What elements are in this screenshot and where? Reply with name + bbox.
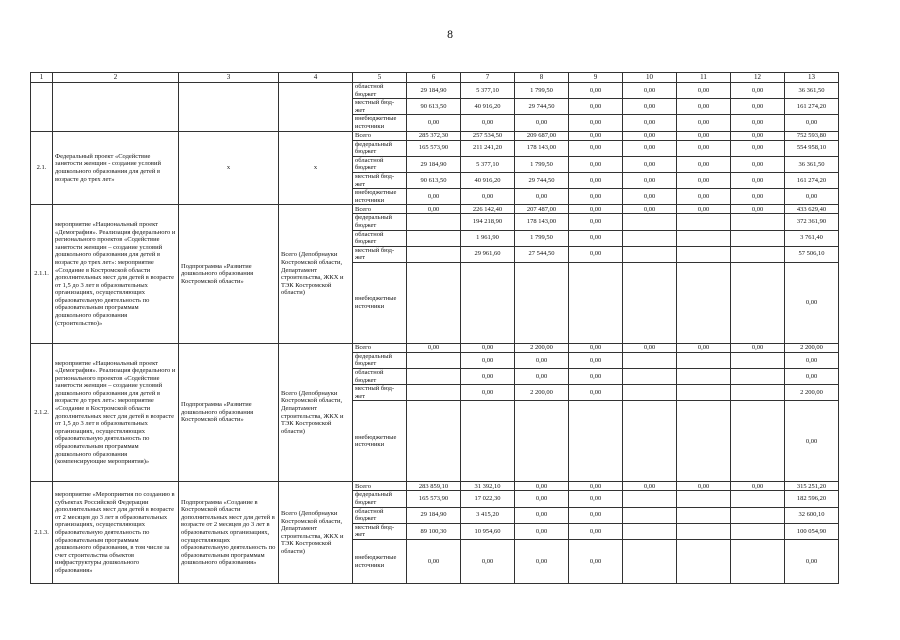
subprogram: х bbox=[179, 131, 279, 205]
table-row bbox=[31, 83, 839, 99]
amount-cell: 1 961,90 bbox=[461, 230, 515, 246]
amount-cell: 36 361,50 bbox=[785, 83, 839, 99]
amount-cell: 90 613,50 bbox=[407, 172, 461, 188]
amount-cell: 2 200,00 bbox=[515, 343, 569, 352]
empty-cell bbox=[31, 83, 53, 132]
funding-source: внебюджетные источники bbox=[353, 401, 407, 482]
funding-source: областной бюджет bbox=[353, 83, 407, 99]
subprogram: Подпрограмма «Развитие дошкольного образования Костромской области» bbox=[179, 205, 279, 344]
amount-cell: 89 100,30 bbox=[407, 523, 461, 539]
amount-cell bbox=[731, 491, 785, 507]
amount-cell bbox=[677, 230, 731, 246]
amount-cell: 0,00 bbox=[569, 352, 623, 368]
amount-cell: 0,00 bbox=[569, 99, 623, 115]
amount-cell: 0,00 bbox=[407, 343, 461, 352]
table-body bbox=[31, 73, 839, 584]
amount-cell bbox=[731, 507, 785, 523]
amount-cell: 0,00 bbox=[461, 540, 515, 584]
amount-cell bbox=[731, 540, 785, 584]
column-header: 2 bbox=[53, 73, 179, 83]
amount-cell bbox=[407, 352, 461, 368]
amount-cell: 0,00 bbox=[515, 482, 569, 491]
amount-cell: 752 593,80 bbox=[785, 131, 839, 140]
funding-source: внебюджетные источники bbox=[353, 540, 407, 584]
funding-source: Всего bbox=[353, 343, 407, 352]
amount-cell bbox=[731, 385, 785, 401]
amount-cell: 0,00 bbox=[731, 156, 785, 172]
amount-cell bbox=[623, 523, 677, 539]
amount-cell: 165 573,90 bbox=[407, 491, 461, 507]
amount-cell bbox=[677, 246, 731, 262]
item-name: мероприятие «Национальный проект «Демография». Реализация федерального и регионального проектов «Содействие занятости женщин – создание условий дошкольного образования для детей в возрасте до трех лет»: мероприятие «Создание в Костромской области дополнительных мест для детей в возрасте от 1,5 до 3 лет в образовательных организациях, осуществляющих образовательную деятельность по образовательным программам дошкольного образования (компенсирующие мероприятия)» bbox=[53, 343, 179, 482]
amount-cell: 0,00 bbox=[623, 156, 677, 172]
amount-cell: 0,00 bbox=[677, 189, 731, 205]
amount-cell: 0,00 bbox=[461, 385, 515, 401]
amount-cell: 29 744,50 bbox=[515, 99, 569, 115]
funding-source: Всего bbox=[353, 482, 407, 491]
amount-cell: 0,00 bbox=[569, 491, 623, 507]
column-header: 4 bbox=[279, 73, 353, 83]
amount-cell: 1 799,50 bbox=[515, 156, 569, 172]
funding-source: областной бюджет bbox=[353, 230, 407, 246]
amount-cell: 0,00 bbox=[677, 83, 731, 99]
amount-cell bbox=[515, 401, 569, 482]
amount-cell: 178 143,00 bbox=[515, 140, 569, 156]
funding-source: Всего bbox=[353, 205, 407, 214]
amount-cell: 0,00 bbox=[677, 205, 731, 214]
amount-cell bbox=[407, 401, 461, 482]
amount-cell: 0,00 bbox=[731, 83, 785, 99]
amount-cell: 29 744,50 bbox=[515, 172, 569, 188]
amount-cell: 0,00 bbox=[623, 99, 677, 115]
amount-cell bbox=[677, 507, 731, 523]
amount-cell bbox=[407, 262, 461, 343]
amount-cell bbox=[407, 230, 461, 246]
funding-source: внебюджетные источники bbox=[353, 262, 407, 343]
column-header: 5 bbox=[353, 73, 407, 83]
amount-cell: 0,00 bbox=[461, 369, 515, 385]
amount-cell: 0,00 bbox=[515, 369, 569, 385]
amount-cell bbox=[623, 262, 677, 343]
table-row bbox=[31, 205, 839, 214]
amount-cell bbox=[731, 214, 785, 230]
amount-cell: 0,00 bbox=[731, 205, 785, 214]
amount-cell: 0,00 bbox=[569, 246, 623, 262]
amount-cell: 0,00 bbox=[677, 172, 731, 188]
empty-cell bbox=[279, 83, 353, 132]
amount-cell: 0,00 bbox=[515, 523, 569, 539]
amount-cell: 0,00 bbox=[569, 131, 623, 140]
funding-source: Всего bbox=[353, 131, 407, 140]
amount-cell: 0,00 bbox=[569, 343, 623, 352]
amount-cell: 0,00 bbox=[569, 189, 623, 205]
column-header: 13 bbox=[785, 73, 839, 83]
amount-cell: 100 054,90 bbox=[785, 523, 839, 539]
amount-cell: 40 916,20 bbox=[461, 99, 515, 115]
amount-cell: 29 961,60 bbox=[461, 246, 515, 262]
amount-cell: 315 251,20 bbox=[785, 482, 839, 491]
amount-cell: 0,00 bbox=[731, 115, 785, 131]
amount-cell: 36 361,50 bbox=[785, 156, 839, 172]
amount-cell bbox=[677, 369, 731, 385]
amount-cell: 165 573,90 bbox=[407, 140, 461, 156]
subprogram: Подпрограмма «Развитие дошкольного образования Костромской области» bbox=[179, 343, 279, 482]
amount-cell: 0,00 bbox=[623, 205, 677, 214]
amount-cell: 0,00 bbox=[569, 140, 623, 156]
amount-cell bbox=[677, 401, 731, 482]
amount-cell: 3 415,20 bbox=[461, 507, 515, 523]
row-number: 2.1. bbox=[31, 131, 53, 205]
amount-cell: 0,00 bbox=[623, 140, 677, 156]
amount-cell: 0,00 bbox=[677, 99, 731, 115]
amount-cell bbox=[623, 401, 677, 482]
amount-cell: 0,00 bbox=[677, 140, 731, 156]
funding-source: федеральный бюджет bbox=[353, 214, 407, 230]
table-row bbox=[31, 343, 839, 352]
amount-cell: 0,00 bbox=[569, 369, 623, 385]
amount-cell: 0,00 bbox=[731, 131, 785, 140]
amount-cell: 1 799,50 bbox=[515, 83, 569, 99]
amount-cell bbox=[731, 401, 785, 482]
funding-source: областной бюджет bbox=[353, 507, 407, 523]
amount-cell bbox=[623, 507, 677, 523]
column-header: 12 bbox=[731, 73, 785, 83]
column-header: 1 bbox=[31, 73, 53, 83]
amount-cell: 17 022,30 bbox=[461, 491, 515, 507]
funding-source: местный бюд-жет bbox=[353, 385, 407, 401]
executor: Всего (Депобрнауки Костромской области, Департамент строительства, ЖКХ и ТЭК Костромской области) bbox=[279, 205, 353, 344]
amount-cell: 209 687,00 bbox=[515, 131, 569, 140]
amount-cell: 0,00 bbox=[569, 172, 623, 188]
table-row bbox=[31, 131, 839, 140]
amount-cell: 0,00 bbox=[515, 540, 569, 584]
budget-table bbox=[30, 72, 839, 584]
amount-cell bbox=[569, 401, 623, 482]
amount-cell bbox=[731, 523, 785, 539]
column-header: 9 bbox=[569, 73, 623, 83]
amount-cell bbox=[677, 352, 731, 368]
funding-source: федеральный бюджет bbox=[353, 140, 407, 156]
amount-cell: 0,00 bbox=[515, 507, 569, 523]
amount-cell bbox=[677, 385, 731, 401]
executor: Всего (Депобрнауки Костромской области, Департамент строительства, ЖКХ и ТЭК Костромской области) bbox=[279, 343, 353, 482]
amount-cell: 0,00 bbox=[569, 83, 623, 99]
amount-cell: 3 761,40 bbox=[785, 230, 839, 246]
amount-cell bbox=[407, 214, 461, 230]
amount-cell bbox=[407, 385, 461, 401]
amount-cell: 194 218,90 bbox=[461, 214, 515, 230]
amount-cell: 29 184,90 bbox=[407, 156, 461, 172]
amount-cell: 161 274,20 bbox=[785, 99, 839, 115]
funding-source: федеральный бюджет bbox=[353, 491, 407, 507]
amount-cell: 27 544,50 bbox=[515, 246, 569, 262]
amount-cell: 0,00 bbox=[731, 140, 785, 156]
amount-cell: 5 377,10 bbox=[461, 83, 515, 99]
amount-cell: 2 200,00 bbox=[785, 385, 839, 401]
amount-cell: 0,00 bbox=[569, 523, 623, 539]
column-header: 7 bbox=[461, 73, 515, 83]
amount-cell: 5 377,10 bbox=[461, 156, 515, 172]
item-name: Федеральный проект «Содействие занятости женщин - создание условий дошкольного образования для детей в возрасте до трех лет» bbox=[53, 131, 179, 205]
amount-cell: 0,00 bbox=[677, 343, 731, 352]
item-name: мероприятие «Мероприятия по созданию в субъектах Российской Федерации дополнительных мест для детей в возрасте от 2 месяцев до 3 лет в образовательных организациях, осуществляющих образовательную деятельность по образовательным программам дошкольного образования, в том числе за счет строительства объектов инфраструктуры дошкольного образования» bbox=[53, 482, 179, 584]
column-header: 10 bbox=[623, 73, 677, 83]
subprogram: Подпрограмма «Создание в Костромской области дополнительных мест для детей в возрасте от 2 месяцев до 3 лет в образовательных организациях, осуществляющих образовательную деятельность по образовательным программам дошкольного образования» bbox=[179, 482, 279, 584]
amount-cell bbox=[623, 491, 677, 507]
amount-cell: 0,00 bbox=[731, 172, 785, 188]
amount-cell: 182 596,20 bbox=[785, 491, 839, 507]
amount-cell: 0,00 bbox=[677, 131, 731, 140]
amount-cell: 161 274,20 bbox=[785, 172, 839, 188]
amount-cell: 0,00 bbox=[569, 115, 623, 131]
funding-source: внебюджетные источники bbox=[353, 115, 407, 131]
amount-cell: 0,00 bbox=[569, 156, 623, 172]
amount-cell: 0,00 bbox=[623, 189, 677, 205]
row-number: 2.1.1. bbox=[31, 205, 53, 344]
funding-source: областной бюджет bbox=[353, 156, 407, 172]
amount-cell bbox=[623, 214, 677, 230]
amount-cell bbox=[461, 401, 515, 482]
amount-cell bbox=[731, 262, 785, 343]
amount-cell: 0,00 bbox=[569, 507, 623, 523]
amount-cell: 0,00 bbox=[569, 385, 623, 401]
amount-cell bbox=[677, 491, 731, 507]
amount-cell: 0,00 bbox=[623, 482, 677, 491]
amount-cell: 0,00 bbox=[677, 482, 731, 491]
amount-cell bbox=[461, 262, 515, 343]
amount-cell bbox=[623, 369, 677, 385]
amount-cell bbox=[731, 352, 785, 368]
amount-cell: 0,00 bbox=[515, 491, 569, 507]
empty-cell bbox=[53, 83, 179, 132]
funding-source: областной бюджет bbox=[353, 369, 407, 385]
row-number: 2.1.2. bbox=[31, 343, 53, 482]
amount-cell: 0,00 bbox=[785, 189, 839, 205]
column-header: 8 bbox=[515, 73, 569, 83]
amount-cell: 29 184,90 bbox=[407, 507, 461, 523]
amount-cell: 0,00 bbox=[731, 99, 785, 115]
header-row bbox=[31, 73, 839, 83]
amount-cell: 0,00 bbox=[677, 115, 731, 131]
amount-cell bbox=[569, 262, 623, 343]
amount-cell: 90 613,50 bbox=[407, 99, 461, 115]
amount-cell bbox=[677, 214, 731, 230]
amount-cell: 0,00 bbox=[623, 343, 677, 352]
amount-cell: 0,00 bbox=[785, 369, 839, 385]
amount-cell: 226 142,40 bbox=[461, 205, 515, 214]
page-number: 8 bbox=[446, 30, 454, 41]
funding-source: федеральный бюджет bbox=[353, 352, 407, 368]
amount-cell: 0,00 bbox=[461, 343, 515, 352]
funding-source: местный бюд-жет bbox=[353, 172, 407, 188]
amount-cell: 0,00 bbox=[677, 156, 731, 172]
amount-cell: 29 184,90 bbox=[407, 83, 461, 99]
amount-cell bbox=[623, 385, 677, 401]
amount-cell: 0,00 bbox=[785, 540, 839, 584]
amount-cell: 0,00 bbox=[515, 352, 569, 368]
amount-cell: 40 916,20 bbox=[461, 172, 515, 188]
amount-cell bbox=[623, 246, 677, 262]
amount-cell: 0,00 bbox=[569, 205, 623, 214]
amount-cell: 0,00 bbox=[461, 189, 515, 205]
amount-cell: 2 200,00 bbox=[785, 343, 839, 352]
amount-cell: 0,00 bbox=[407, 205, 461, 214]
column-header: 3 bbox=[179, 73, 279, 83]
amount-cell bbox=[677, 262, 731, 343]
amount-cell: 0,00 bbox=[623, 115, 677, 131]
amount-cell: 0,00 bbox=[407, 189, 461, 205]
amount-cell: 0,00 bbox=[731, 343, 785, 352]
amount-cell: 0,00 bbox=[569, 214, 623, 230]
amount-cell bbox=[623, 230, 677, 246]
amount-cell: 0,00 bbox=[569, 482, 623, 491]
amount-cell bbox=[731, 369, 785, 385]
amount-cell: 0,00 bbox=[785, 262, 839, 343]
column-header: 11 bbox=[677, 73, 731, 83]
amount-cell: 0,00 bbox=[731, 482, 785, 491]
funding-source: внебюджетные источники bbox=[353, 189, 407, 205]
funding-source: местный бюд-жет bbox=[353, 246, 407, 262]
amount-cell: 0,00 bbox=[623, 83, 677, 99]
funding-source: местный бюд-жет bbox=[353, 99, 407, 115]
row-number: 2.1.3. bbox=[31, 482, 53, 584]
amount-cell: 285 372,30 bbox=[407, 131, 461, 140]
amount-cell: 0,00 bbox=[461, 115, 515, 131]
amount-cell: 1 799,50 bbox=[515, 230, 569, 246]
amount-cell bbox=[515, 262, 569, 343]
amount-cell: 283 859,10 bbox=[407, 482, 461, 491]
amount-cell bbox=[731, 246, 785, 262]
amount-cell: 0,00 bbox=[623, 131, 677, 140]
amount-cell: 372 361,90 bbox=[785, 214, 839, 230]
funding-source: местный бюд-жет bbox=[353, 523, 407, 539]
amount-cell: 0,00 bbox=[569, 230, 623, 246]
column-header: 6 bbox=[407, 73, 461, 83]
amount-cell bbox=[623, 352, 677, 368]
amount-cell bbox=[623, 540, 677, 584]
amount-cell bbox=[677, 523, 731, 539]
executor: Всего (Депобрнауки Костромской области, Департамент строительства, ЖКХ и ТЭК Костромской области) bbox=[279, 482, 353, 584]
amount-cell bbox=[407, 369, 461, 385]
amount-cell: 0,00 bbox=[407, 540, 461, 584]
amount-cell: 257 534,50 bbox=[461, 131, 515, 140]
amount-cell: 0,00 bbox=[515, 189, 569, 205]
amount-cell: 0,00 bbox=[785, 115, 839, 131]
amount-cell: 0,00 bbox=[407, 115, 461, 131]
amount-cell bbox=[407, 246, 461, 262]
amount-cell: 211 241,20 bbox=[461, 140, 515, 156]
amount-cell: 0,00 bbox=[785, 401, 839, 482]
amount-cell: 554 958,10 bbox=[785, 140, 839, 156]
amount-cell: 57 506,10 bbox=[785, 246, 839, 262]
amount-cell: 2 200,00 bbox=[515, 385, 569, 401]
amount-cell bbox=[677, 540, 731, 584]
amount-cell: 0,00 bbox=[515, 115, 569, 131]
amount-cell: 31 392,10 bbox=[461, 482, 515, 491]
amount-cell: 0,00 bbox=[731, 189, 785, 205]
amount-cell: 10 954,60 bbox=[461, 523, 515, 539]
amount-cell: 433 629,40 bbox=[785, 205, 839, 214]
amount-cell: 207 487,00 bbox=[515, 205, 569, 214]
item-name: мероприятие «Национальный проект «Демография». Реализация федерального и регионального проектов «Содействие занятости женщин – создание условий дошкольного образования для детей в возрасте до трех лет»: мероприятие «Создание в Костромской области дополнительных мест для детей в возрасте от 1,5 до 3 лет в образовательных организациях, осуществляющих образовательную деятельность по образовательным программам дошкольного образования (строительство)» bbox=[53, 205, 179, 344]
table-row bbox=[31, 482, 839, 491]
empty-cell bbox=[179, 83, 279, 132]
executor: х bbox=[279, 131, 353, 205]
amount-cell: 178 143,00 bbox=[515, 214, 569, 230]
amount-cell: 0,00 bbox=[785, 352, 839, 368]
amount-cell bbox=[731, 230, 785, 246]
amount-cell: 32 600,10 bbox=[785, 507, 839, 523]
amount-cell: 0,00 bbox=[569, 540, 623, 584]
amount-cell: 0,00 bbox=[623, 172, 677, 188]
amount-cell: 0,00 bbox=[461, 352, 515, 368]
